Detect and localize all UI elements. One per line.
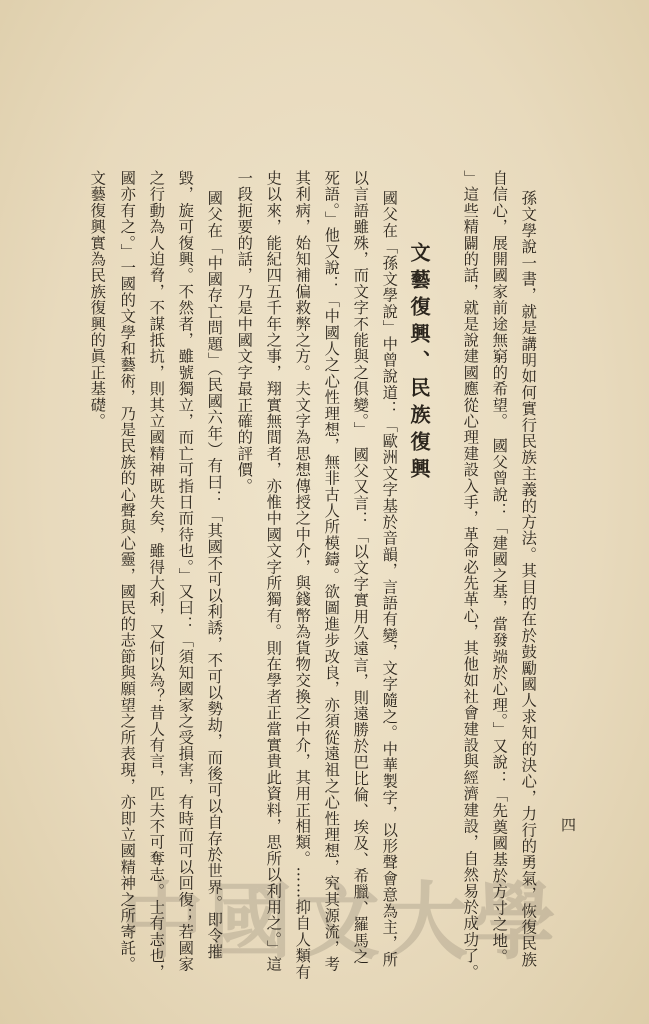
section-heading: 文藝復興、民族復興 xyxy=(407,242,431,485)
text-column: 文藝復興實為民族復興的眞正基礎。 xyxy=(88,170,107,430)
page-number: 四 xyxy=(561,816,577,834)
text-column: 其利病，始知補偏救弊之方。夫文字為思想傳授之中介，與錢幣為貨物交換之中介，其用正相類。……抑自人類有 xyxy=(293,170,312,980)
text-column: 國父在「中國存亡問題」（民國六年）有曰：「其國不可以利誘，不可以勢劫，而後可以自存於世界。即令摧 xyxy=(205,190,224,960)
text-column: 孫文學說一書，就是講明如何實行民族主義的方法。其目的在於鼓勵國人求知的決心，力行的勇氣，恢復民族 xyxy=(519,190,538,968)
text-column: 史以來，能紀四五千年之事，翔實無間者，亦惟中國文字所獨有。則在學者正當實貴此資料，思所以利用之。」這 xyxy=(264,170,283,973)
text-column: 死語。」他又說：「中國人之心性理想，無非古人所模鑄。欲圖進步改良，亦須從遠祖之心性理想，究其源流，考 xyxy=(322,170,341,973)
text-column: 國父在「孫文學說」中曾說道：「歐洲文字基於音韻，言語有變，文字隨之。中華製字，以形聲會意為主，所 xyxy=(380,190,399,968)
text-column: 自信心，展開國家前途無窮的希望。 國父曾說：「建國之基，當發端於心理。」又說：「先奠國基於方寸之地。 xyxy=(490,170,509,965)
text-column: 國亦有之。」一國的文學和藝術，乃是民族的心聲與心靈，國民的志節與願望之所表現，亦即立國精神之所寄託。 xyxy=(118,170,137,973)
watermark: 中國文大學 xyxy=(119,871,560,971)
text-column: 一段扼要的話，乃是中國文字最正確的評價。 xyxy=(235,170,254,494)
text-column: 之行動為人迫脅，不謀抵抗，則其立國精神既失矣，雖得大利，又何以為？昔人有言，匹夫不可奪志。士有志也， xyxy=(147,170,166,980)
text-column: 以言語雖殊，而文字不能與之俱變。」 國父又言：「以文字實用久遠言，則遠勝於巴比倫、埃及、希臘、羅馬之 xyxy=(351,170,370,965)
text-column: 毀，旋可復興。不然者，雖號獨立，而亡可指日而待也。」又曰：「須知國家之受損害，有時而可以回復；若國家 xyxy=(176,170,195,973)
text-column: 」這些精闢的話，就是說建國應從心理建設入手，革命必先革心，其他如社會建設與經濟建設，自然易於成功了。 xyxy=(461,170,480,980)
